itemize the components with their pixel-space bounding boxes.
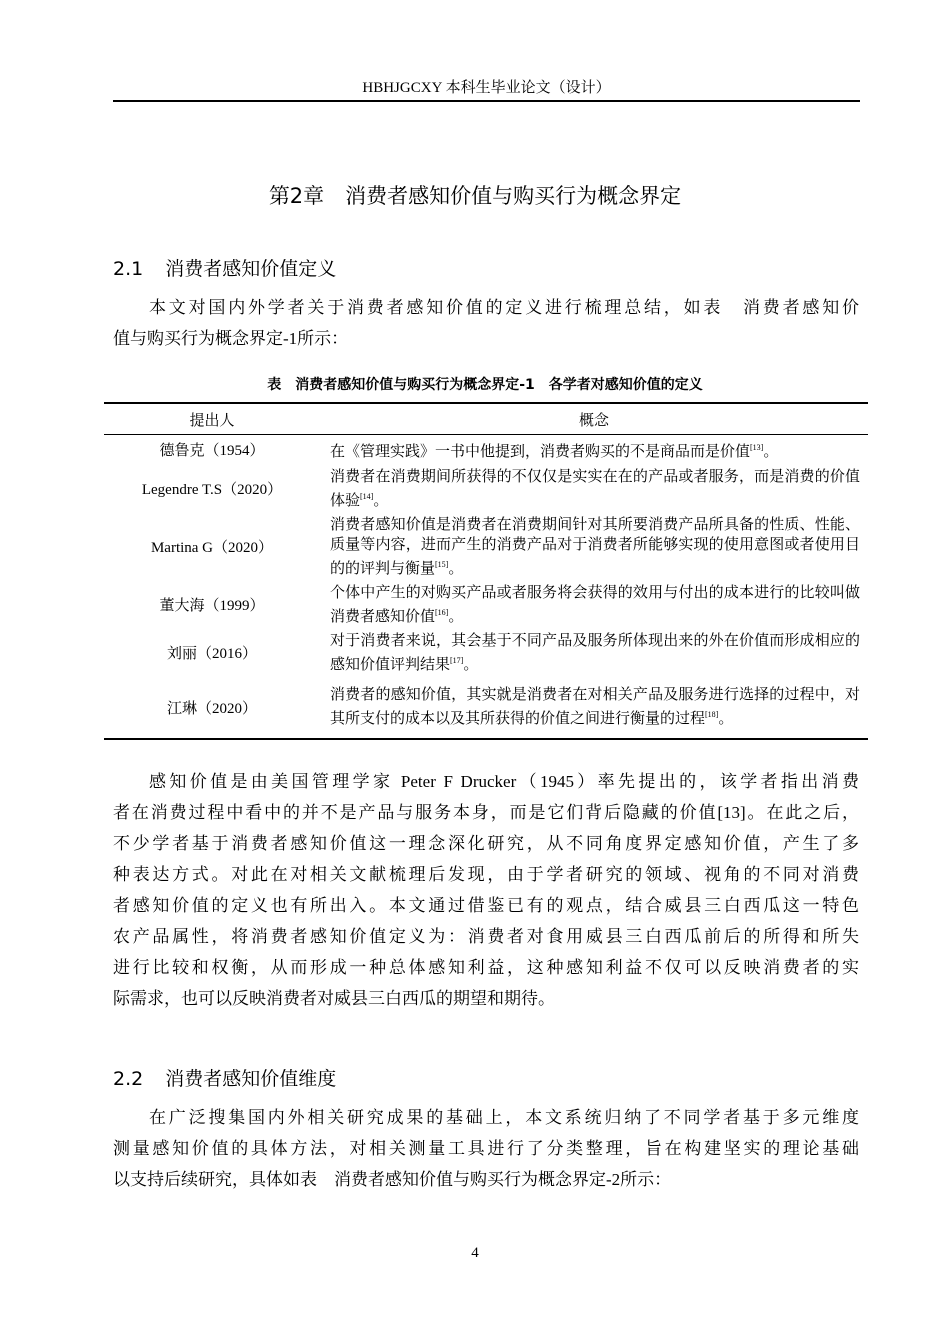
concept-text: 消费者的感知价值，其实就是消费者在对相关产品及服务进行选择的过程中，对其所支付的成本以及其所获得的价值之间进行衡量的过程: [330, 687, 860, 727]
concept-cell: [320, 677, 868, 739]
concept-cell: [320, 581, 868, 629]
citation-ref: [14]: [360, 491, 374, 501]
author-cell: 董大海（1999）: [159, 598, 265, 614]
text-line: 际需求，也可以反映消费者对威县三白西瓜的期望和期待。: [113, 989, 555, 1008]
paragraph-intro: [113, 292, 859, 354]
page-number: 4: [471, 1245, 479, 1261]
text-line: 测量感知价值的具体方法，对相关测量工具进行了分类整理，旨在构建坚实的理论基础: [113, 1139, 859, 1158]
table-row: [104, 677, 868, 739]
section-number: 2.1: [113, 258, 144, 280]
author-cell: 刘丽（2016）: [166, 646, 257, 662]
period: 。: [463, 656, 479, 673]
text-line: 者在消费过程中看中的并不是产品与服务本身，而是它们背后隐藏的价值[13]。在此之后，: [113, 803, 859, 822]
concept-text: 个体中产生的对购买产品或者服务将会获得的效用与付出的成本进行的比较叫做消费者感知价值: [330, 584, 860, 625]
table-caption: 表 消费者感知价值与购买行为概念界定-1 各学者对感知价值的定义: [267, 377, 703, 393]
header-author: 提出人: [189, 412, 235, 429]
citation-ref: [13]: [750, 442, 764, 452]
citation-ref: [18]: [705, 710, 719, 719]
paragraph-dimensions: [113, 1102, 859, 1195]
section-title: 消费者感知价值维度: [165, 1068, 337, 1090]
table-header-row: [104, 403, 868, 435]
text-line: 本文对国内外学者关于消费者感知价值的定义进行梳理总结，如表 消费者感知价: [149, 298, 859, 317]
author-cell: Martina G（2020）: [150, 540, 274, 556]
text-line: 感知价值是由美国管理学家 Peter F Drucker（1945）率先提出的，该学者指出消费: [149, 772, 859, 791]
text-line: 农产品属性，将消费者感知价值定义为：消费者对食用威县三白西瓜前后的所得和所失: [113, 927, 859, 946]
concept-text: 对于消费者来说，其会基于不同产品及服务所体现出来的外在价值而形成相应的感知价值评判结果: [330, 632, 860, 673]
text-line: 进行比较和权衡，从而形成一种总体感知利益，这种感知利益不仅可以反映消费者的实: [113, 958, 859, 977]
text-line: 种表达方式。对此在对相关文献梳理后发现，由于学者研究的领域、视角的不同对消费: [113, 865, 859, 884]
author-cell: Legendre T.S（2020）: [141, 482, 283, 498]
author-cell: 江琳（2020）: [166, 700, 257, 717]
table-row: [104, 581, 868, 629]
citation-ref: [16]: [435, 607, 449, 617]
period: 。: [448, 608, 464, 625]
text-line: 不少学者基于消费者感知价值这一理念深化研究，从不同角度界定感知价值，产生了多: [113, 834, 859, 853]
text-line: 者感知价值的定义也有所出入。本文通过借鉴已有的观点，结合威县三白西瓜这一特色: [113, 896, 859, 915]
paragraph-definition: [113, 766, 859, 1014]
period: 。: [373, 492, 389, 509]
author-cell: 德鲁克（1954）: [159, 443, 265, 460]
chapter-title: 第2章 消费者感知价值与购买行为概念界定: [268, 184, 682, 208]
text-line: 在广泛搜集国内外相关研究成果的基础上，本文系统归纳了不同学者基于多元维度: [149, 1108, 859, 1127]
concept-cell: [320, 435, 868, 465]
concept-text: 消费者感知价值是消费者在消费期间针对其所要消费产品所具备的性质、性能、质量等内容，进而产生的消费产品对于消费者所能够实现的使用意图或者使用目的的评判与衡量: [330, 516, 860, 577]
section-heading-2-1: [113, 254, 336, 281]
citation-ref: [15]: [435, 559, 449, 569]
table-row: [104, 435, 868, 465]
concept-text: 消费者在消费期间所获得的不仅仅是实实在在的产品或者服务，而是消费的价值体验: [330, 468, 860, 509]
period: 。: [448, 560, 464, 577]
period: 。: [763, 443, 779, 460]
concept-text: 在《管理实践》一书中他提到，消费者购买的不是商品而是价值: [330, 443, 751, 460]
table-row: [104, 629, 868, 677]
section-title: 消费者感知价值定义: [165, 258, 337, 280]
header-concept: 概念: [578, 412, 609, 429]
table-row: [104, 513, 868, 581]
table-row: [104, 465, 868, 513]
concept-cell: [320, 629, 868, 677]
citation-ref: [17]: [450, 655, 464, 665]
section-number: 2.2: [113, 1068, 144, 1090]
text-line: 以支持后续研究，具体如表 消费者感知价值与购买行为概念界定-2所示：: [113, 1170, 672, 1189]
definition-table: [104, 402, 868, 740]
page-header: HBHJGCXY 本科生毕业论文（设计）: [362, 80, 611, 96]
concept-cell: [320, 513, 868, 581]
header-rule: [113, 100, 860, 102]
section-heading-2-2: [113, 1064, 336, 1091]
text-line: 值与购买行为概念界定-1所示：: [113, 329, 349, 348]
period: 。: [718, 711, 734, 727]
concept-cell: [320, 465, 868, 513]
